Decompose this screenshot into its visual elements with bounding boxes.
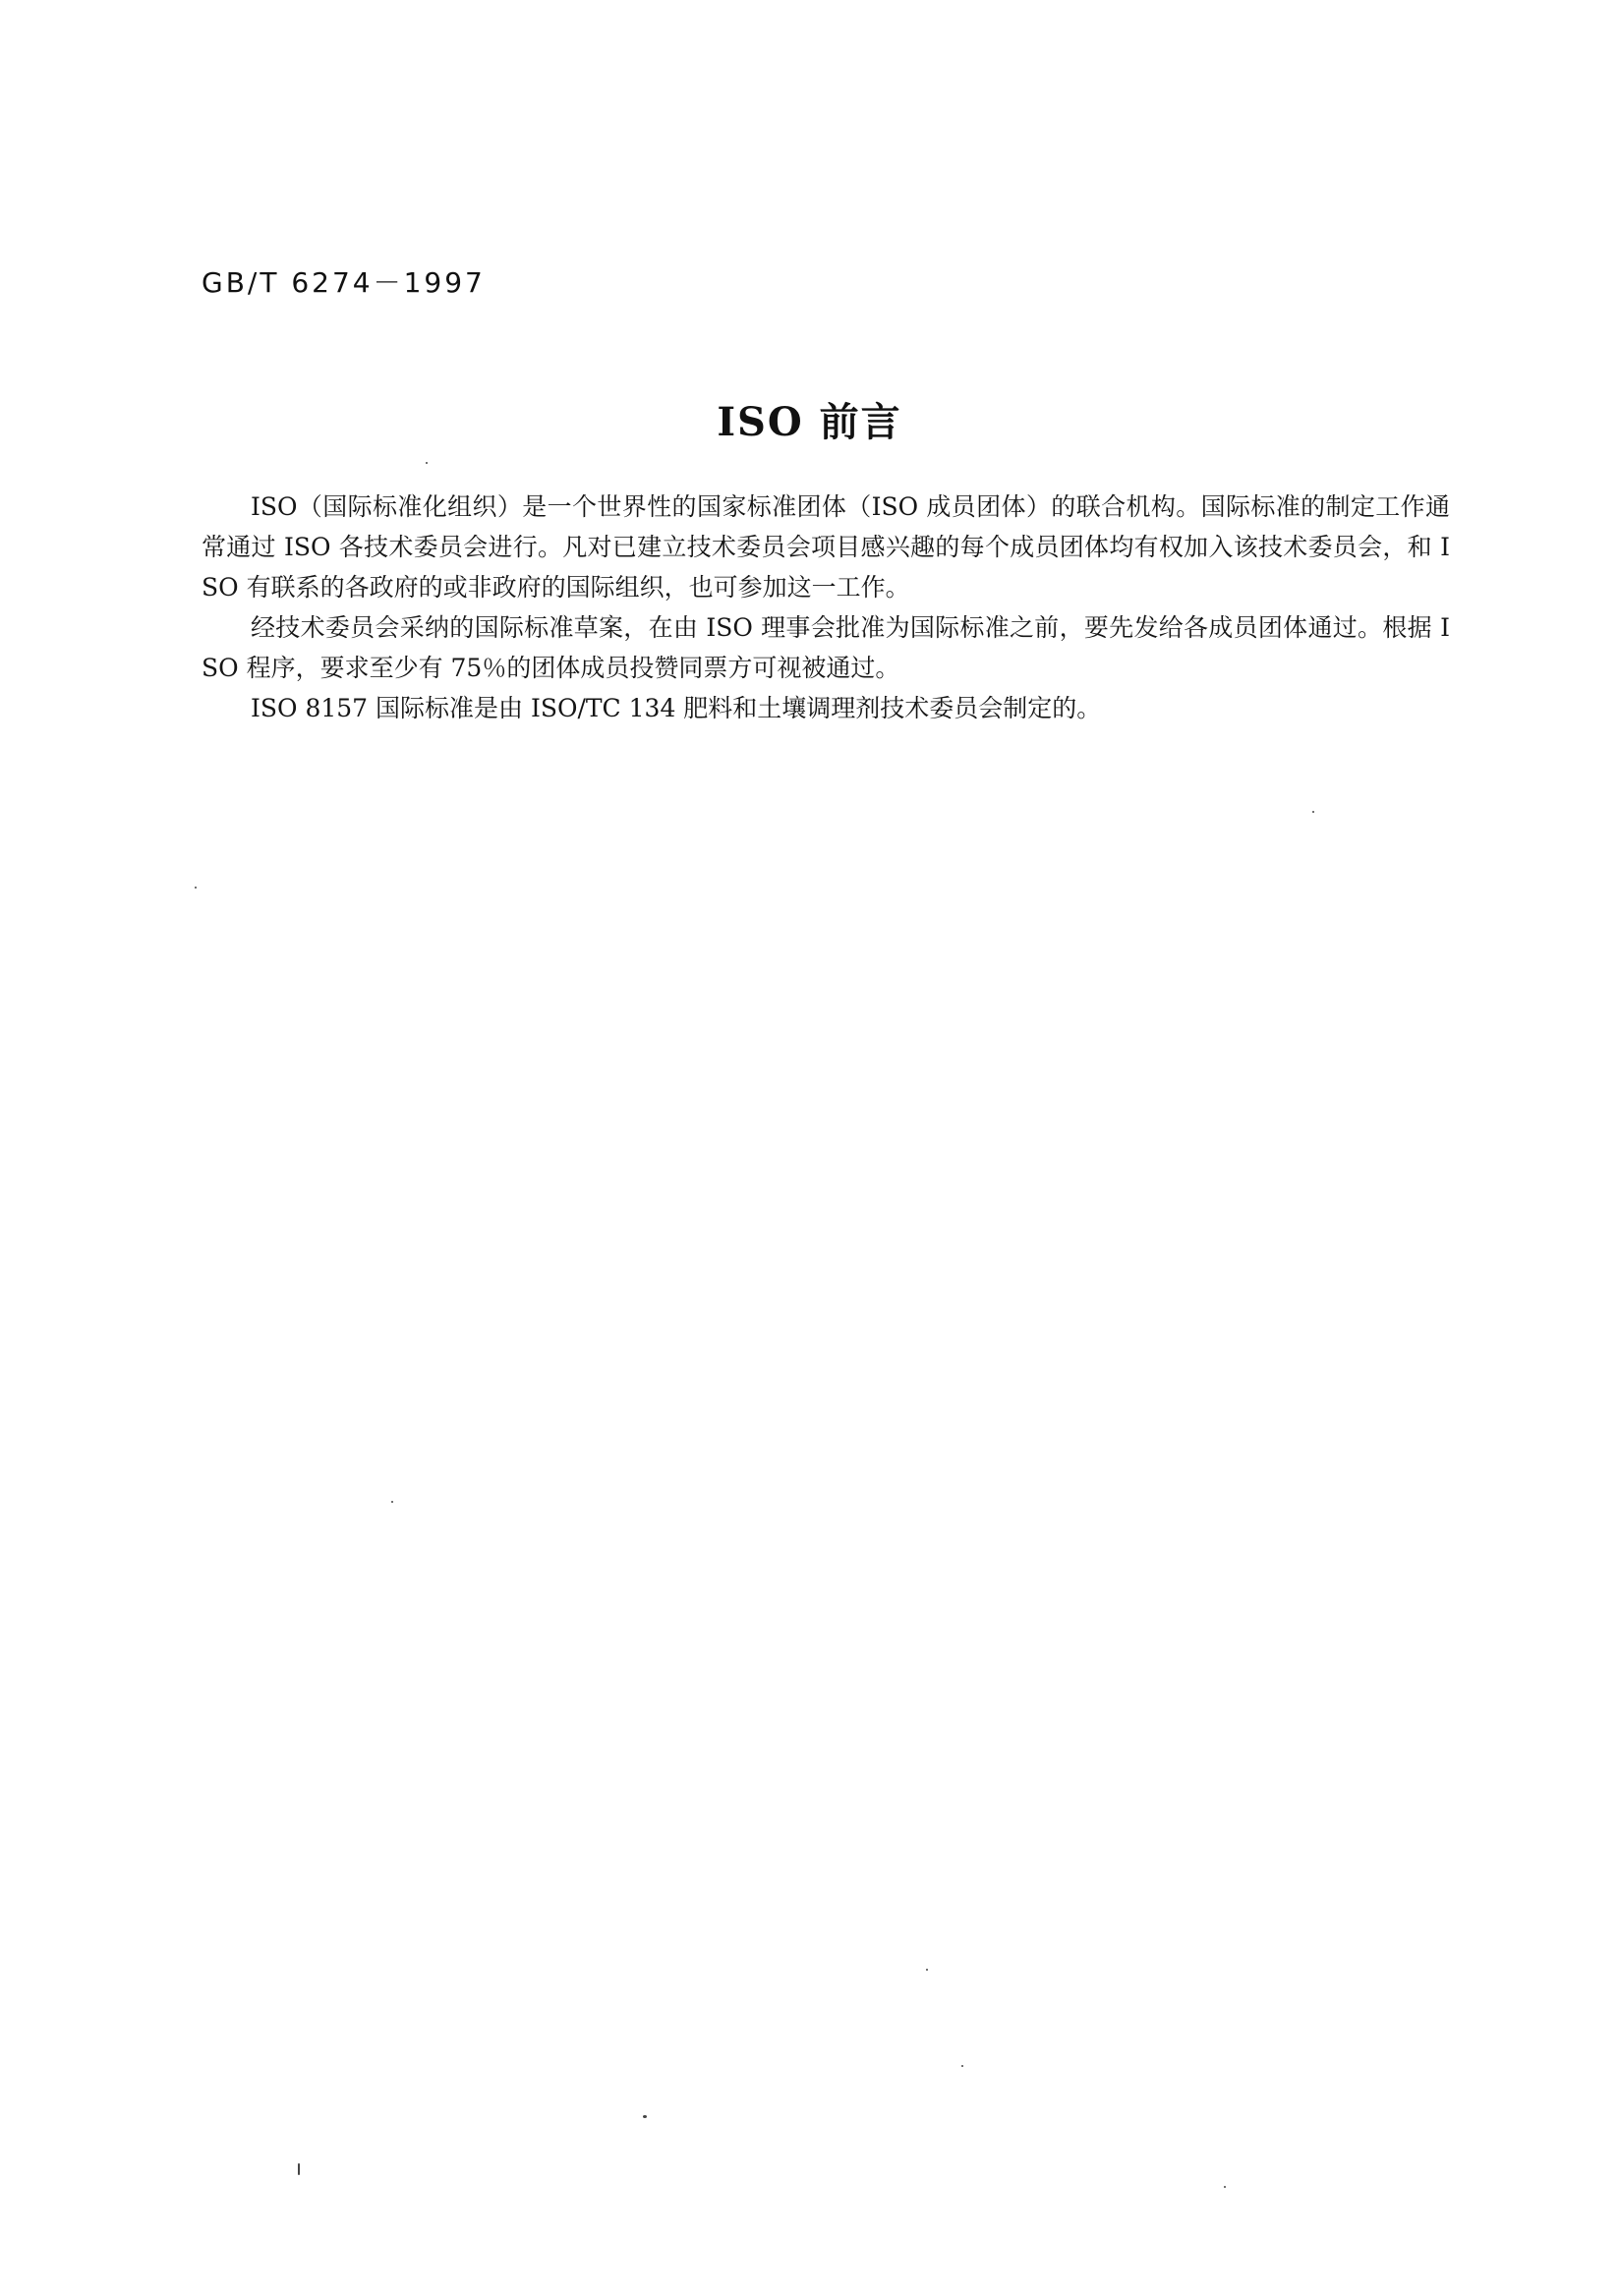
scan-speck xyxy=(1312,811,1314,813)
foreword-body xyxy=(202,487,1450,728)
standard-code: GB/T 6274－1997 xyxy=(202,266,486,299)
paragraph-3: ISO 8157 国际标准是由 ISO/TC 134 肥料和土壤调理剂技术委员会制定的。 xyxy=(251,694,1102,722)
scan-speck xyxy=(1224,2186,1226,2188)
page-title: ISO 前言 xyxy=(717,399,902,445)
scan-speck xyxy=(926,1969,928,1971)
paragraph-1: ISO（国际标准化组织）是一个世界性的国家标准团体（ISO 成员团体）的联合机构。国际标准的制定工作通常通过 ISO 各技术委员会进行。凡对已建立技术委员会项目感兴趣的每个成员团体均有权加入该技术委员会，和 ISO 有联系的各政府的或非政府的国际组织，也可参加这一工作。 xyxy=(202,492,1450,602)
scan-speck xyxy=(961,2065,963,2067)
scan-speck xyxy=(195,887,197,889)
scan-speck xyxy=(426,462,428,464)
scan-speck xyxy=(391,1501,393,1503)
scan-speck xyxy=(298,2163,300,2175)
paragraph-2: 经技术委员会采纳的国际标准草案，在由 ISO 理事会批准为国际标准之前，要先发给各成员团体通过。根据 ISO 程序，要求至少有 75％的团体成员投赞同票方可视被通过。 xyxy=(202,613,1450,682)
scan-speck xyxy=(643,2115,647,2118)
